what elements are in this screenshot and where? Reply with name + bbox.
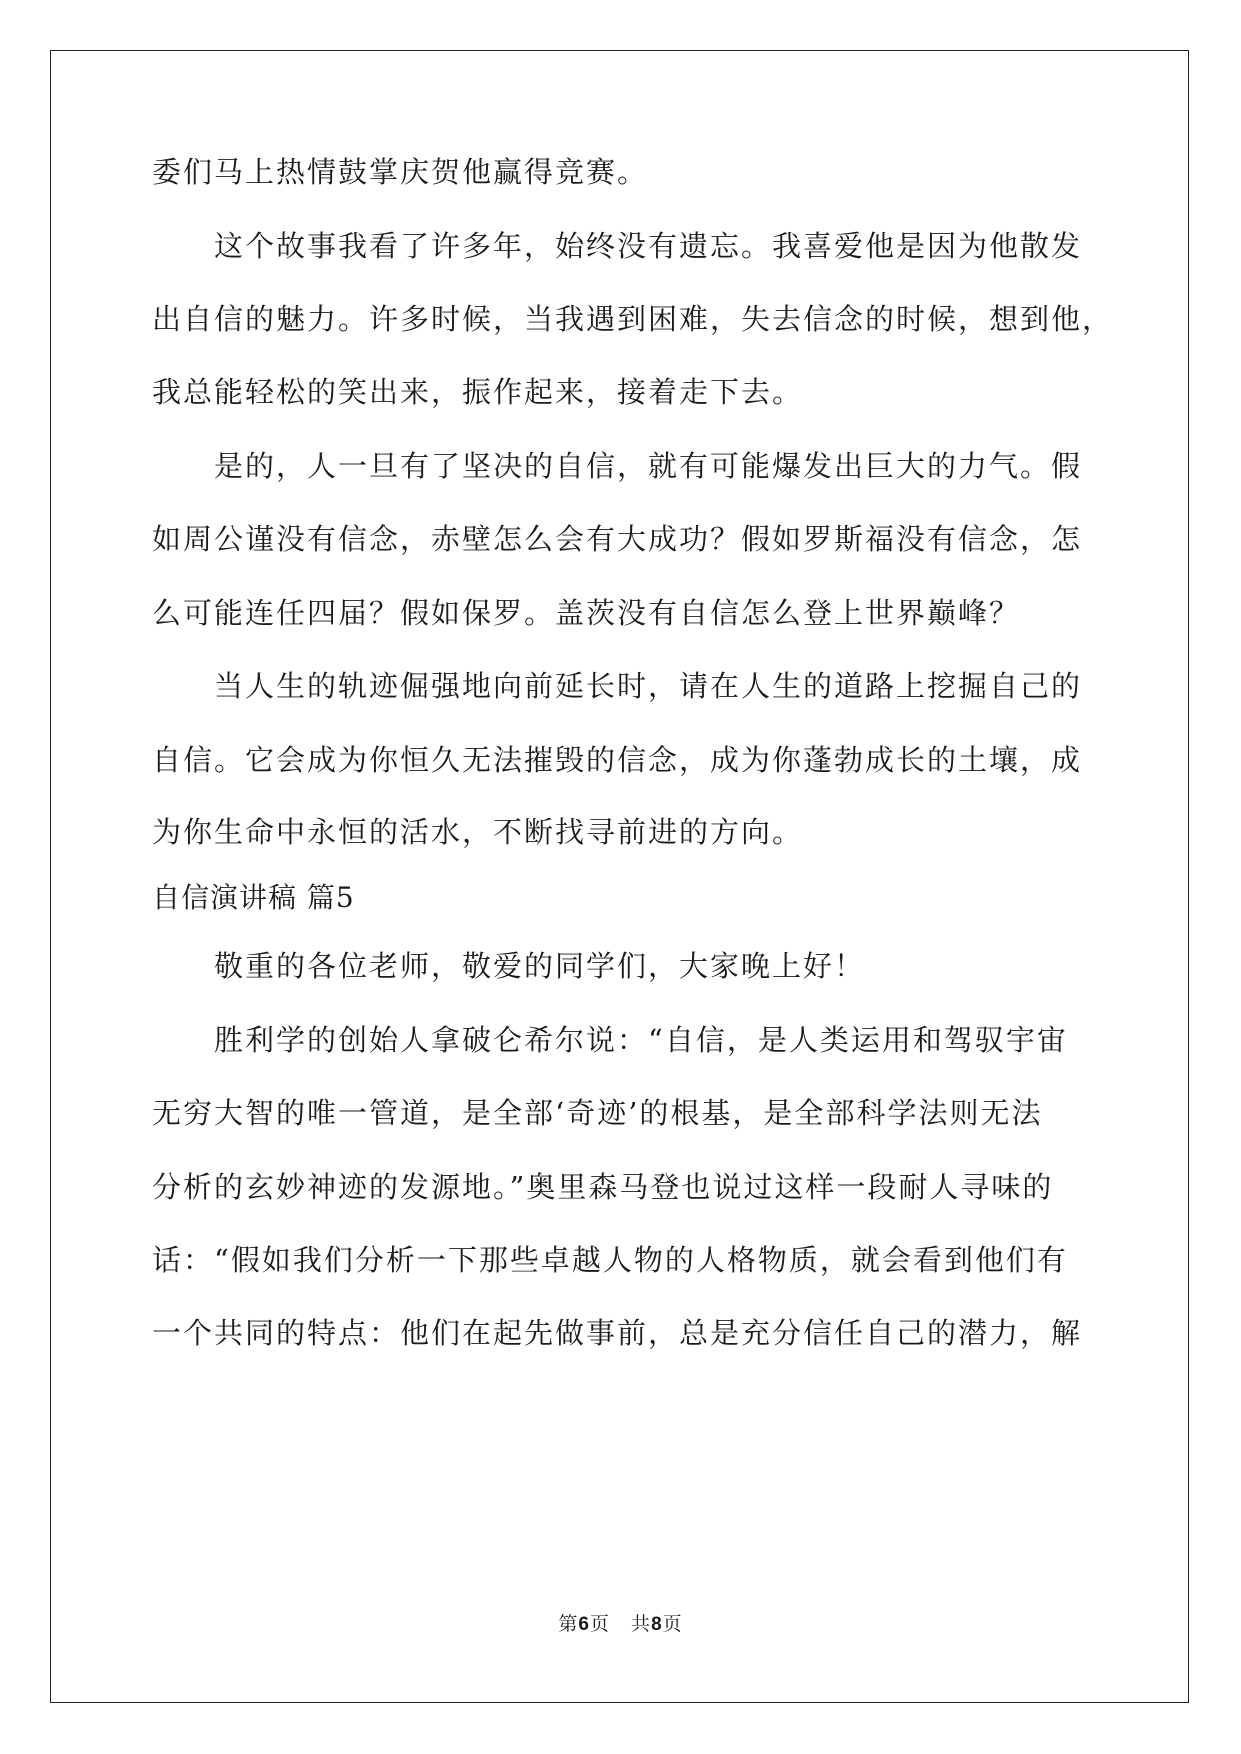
paragraph-first-line: 胜利学的创始人拿破仑希尔说：“自信，是人类运用和驾驭宇宙 [214,1023,1068,1057]
text-line: 委们马上热情鼓掌庆贺他赢得竞赛。 [152,155,649,189]
footer-mid: 页 共 [589,1613,652,1635]
section-heading: 自信演讲稿 篇5 [152,881,355,914]
paragraph-first-line: 这个故事我看了许多年，始终没有遗忘。我喜爱他是因为他散发 [214,229,1083,263]
text-line: 分析的玄妙神迹的发源地。”奥里森马登也说过这样一段耐人寻味的 [152,1170,1054,1204]
page-border [50,50,1189,1703]
text-line: 为你生命中永恒的活水，不断找寻前进的方向。 [152,815,804,849]
text-line: 么可能连任四届？假如保罗。盖茨没有自信怎么登上世界巅峰？ [152,596,1021,630]
paragraph-first-line: 是的，人一旦有了坚决的自信，就有可能爆发出巨大的力气。假 [214,449,1083,483]
text-line: 无穷大智的唯一管道，是全部‘奇迹’的根基，是全部科学法则无法 [152,1096,1043,1130]
footer-suffix: 页 [662,1613,683,1635]
paragraph-first-line: 当人生的轨迹倔强地向前延长时，请在人生的道路上挖掘自己的 [214,669,1083,703]
page-footer [0,1612,1241,1637]
current-page-number: 6 [578,1614,590,1635]
text-line: 我总能轻松的笑出来，振作起来，接着走下去。 [152,375,804,409]
text-line: 话：“假如我们分析一下那些卓越人物的人格物质，就会看到他们有 [152,1243,1068,1277]
text-line: 一个共同的特点：他们在起先做事前，总是充分信任自己的潜力，解 [152,1316,1083,1350]
text-line: 自信。它会成为你恒久无法摧毁的信念，成为你蓬勃成长的土壤，成 [152,743,1083,777]
paragraph-first-line: 敬重的各位老师，敬爱的同学们，大家晚上好！ [214,949,866,983]
text-line: 出自信的魅力。许多时候，当我遇到困难，失去信念的时候，想到他， [152,302,1114,336]
total-page-count: 8 [651,1614,663,1635]
text-line: 如周公谨没有信念，赤壁怎么会有大成功？假如罗斯福没有信念，怎 [152,522,1083,556]
footer-prefix: 第 [558,1613,579,1635]
